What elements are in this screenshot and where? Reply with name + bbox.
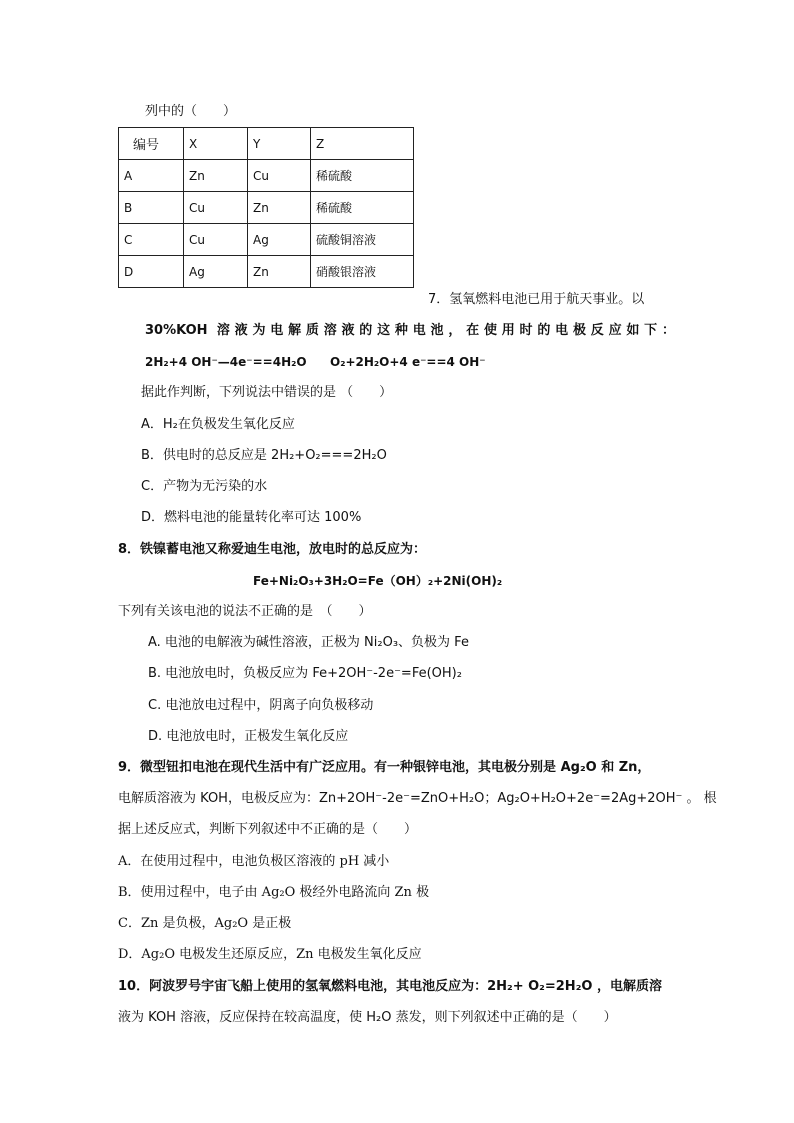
table-cell: 硫酸铜溶液 — [311, 224, 414, 256]
q8-option-d: D. 电池放电时，正极发生氧化反应 — [148, 729, 349, 744]
table-cell: Cu — [184, 192, 248, 224]
q8-option-a: A. 电池的电解液为碱性溶液，正极为 Ni₂O₃、负极为 Fe — [148, 635, 469, 650]
q7-line2: 30%KOH 溶液为电解质溶液的这种电池，在使用时的电极反应如下： — [145, 323, 675, 338]
q9-line3: 据上述反应式，判断下列叙述中不正确的是（ ） — [118, 822, 418, 837]
q7-option-a: A．H₂在负极发生氧化反应 — [141, 417, 295, 432]
table-header-cell: 编号 — [119, 128, 184, 160]
table-cell: Cu — [248, 160, 311, 192]
q7-option-d: D．燃料电池的能量转化率可达 100% — [141, 510, 362, 525]
q9-line2: 电解质溶液为 KOH，电极反应为：Zn+2OH⁻-2e⁻=ZnO+H₂O；Ag₂O+H₂O+2e⁻=2Ag+2OH⁻ 。 根 — [118, 791, 717, 806]
table-cell: Ag — [248, 224, 311, 256]
q8-option-b: B. 电池放电时，负极反应为 Fe+2OH⁻-2e⁻=Fe(OH)₂ — [148, 666, 462, 681]
table-cell: A — [119, 160, 184, 192]
electrode-table — [118, 127, 414, 288]
q8-title: 8．铁镍蓄电池又称爱迪生电池，放电时的总反应为： — [118, 542, 427, 557]
table-cell: 硝酸银溶液 — [311, 256, 414, 288]
q9-line1: 9．微型钮扣电池在现代生活中有广泛应用。有一种银锌电池，其电极分别是 Ag₂O 和 Zn， — [118, 760, 651, 775]
table-cell: C — [119, 224, 184, 256]
q7-option-b: B．供电时的总反应是 2H₂+O₂===2H₂O — [141, 448, 387, 463]
intro-text: 列中的（ ） — [145, 104, 237, 119]
q7-equation-left: 2H₂+4 OH⁻—4e⁻==4H₂O — [145, 355, 307, 369]
q9-option-a: A．在使用过程中，电池负极区溶液的 pH 减小 — [118, 854, 390, 869]
table-row — [119, 256, 414, 288]
q9-option-c: C．Zn 是负极，Ag₂O 是正极 — [118, 916, 292, 931]
table-cell: 稀硫酸 — [311, 192, 414, 224]
table-header-row — [119, 128, 414, 160]
table-header-cell: Z — [311, 128, 414, 160]
table-cell: D — [119, 256, 184, 288]
table-cell: B — [119, 192, 184, 224]
table-cell: Ag — [184, 256, 248, 288]
table-cell: Zn — [248, 256, 311, 288]
q10-line1: 10．阿波罗号宇宙飞船上使用的氢氧燃料电池，其电池反应为：2H₂+ O₂=2H₂O ，电解质溶 — [118, 979, 662, 994]
q7-option-c: C．产物为无污染的水 — [141, 479, 268, 494]
q10-line2: 液为 KOH 溶液，反应保持在较高温度，使 H₂O 蒸发，则下列叙述中正确的是（ ） — [118, 1010, 617, 1025]
q8-option-c: C. 电池放电过程中，阴离子向负极移动 — [148, 698, 374, 713]
q8-equation: Fe+Ni₂O₃+3H₂O=Fe（OH）₂+2Ni(OH)₂ — [253, 574, 503, 588]
table-cell: Cu — [184, 224, 248, 256]
q7-title: 7．氢氧燃料电池已用于航天事业。以 — [428, 292, 645, 307]
table-header-cell: Y — [248, 128, 311, 160]
q7-stem: 据此作判断，下列说法中错误的是 （ ） — [141, 385, 393, 400]
table-row — [119, 160, 414, 192]
table-row — [119, 224, 414, 256]
table-header-cell: X — [184, 128, 248, 160]
table-cell: Zn — [248, 192, 311, 224]
q9-option-b: B．使用过程中，电子由 Ag₂O 极经外电路流向 Zn 极 — [118, 885, 430, 900]
table-cell: 稀硫酸 — [311, 160, 414, 192]
table-cell: Zn — [184, 160, 248, 192]
q8-stem: 下列有关该电池的说法不正确的是 （ ） — [118, 604, 372, 619]
q9-option-d: D．Ag₂O 电极发生还原反应，Zn 电极发生氧化反应 — [118, 947, 422, 962]
q7-equation-right: O₂+2H₂O+4 e⁻==4 OH⁻ — [330, 355, 486, 369]
table-row — [119, 192, 414, 224]
